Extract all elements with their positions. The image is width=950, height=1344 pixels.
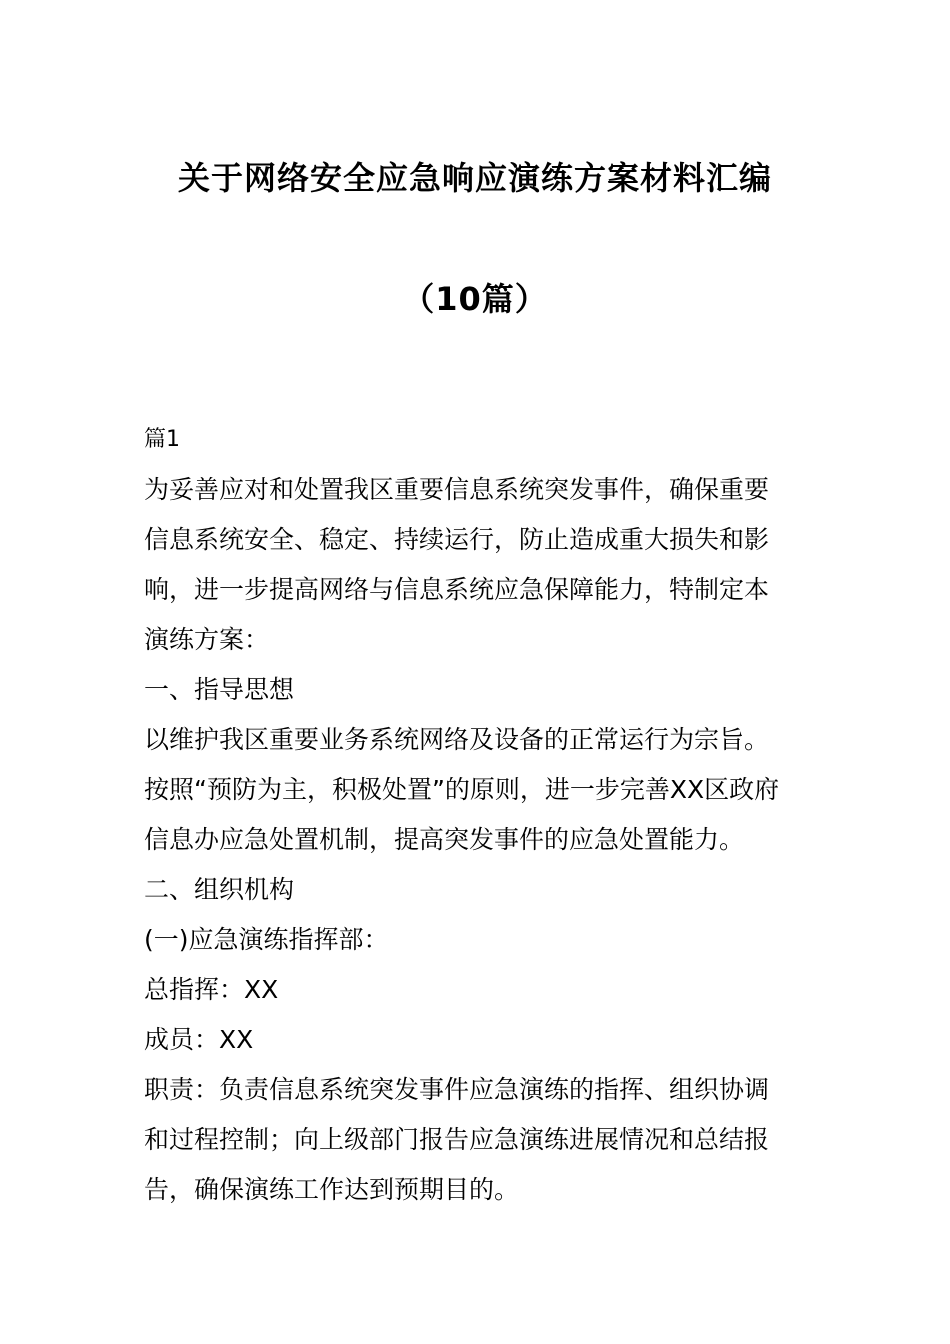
paragraph-line: 和过程控制；向上级部门报告应急演练进展情况和总结报 <box>144 1125 770 1154</box>
paragraph-line: 以维护我区重要业务系统网络及设备的正常运行为宗旨。 <box>144 725 770 754</box>
section-heading-organization: 二、组织机构 <box>144 875 295 904</box>
paragraph-line: 告，确保演练工作达到预期目的。 <box>144 1175 520 1204</box>
section-heading-guiding-ideology: 一、指导思想 <box>144 675 295 704</box>
paragraph-line: 响，进一步提高网络与信息系统应急保障能力，特制定本 <box>144 575 770 604</box>
paragraph-line: 为妥善应对和处置我区重要信息系统突发事件，确保重要 <box>144 475 770 504</box>
paragraph-line: 职责：负责信息系统突发事件应急演练的指挥、组织协调 <box>144 1075 770 1104</box>
document-title: 关于网络安全应急响应演练方案材料汇编 <box>177 159 772 197</box>
paragraph-line: 信息办应急处置机制，提高突发事件的应急处置能力。 <box>144 825 745 854</box>
paragraph-line: 按照“预防为主，积极处置”的原则，进一步完善XX区政府 <box>144 775 780 804</box>
subsection-heading-command: (一)应急演练指挥部： <box>144 925 389 954</box>
section-heading-pian1: 篇1 <box>144 427 180 452</box>
commander-line: 总指挥：XX <box>144 975 279 1004</box>
members-line: 成员：XX <box>144 1025 254 1054</box>
document-body <box>144 415 808 1215</box>
paragraph-line: 信息系统安全、稳定、持续运行，防止造成重大损失和影 <box>144 525 770 554</box>
document-subtitle: （10篇） <box>402 280 548 318</box>
paragraph-line: 演练方案： <box>144 625 270 654</box>
